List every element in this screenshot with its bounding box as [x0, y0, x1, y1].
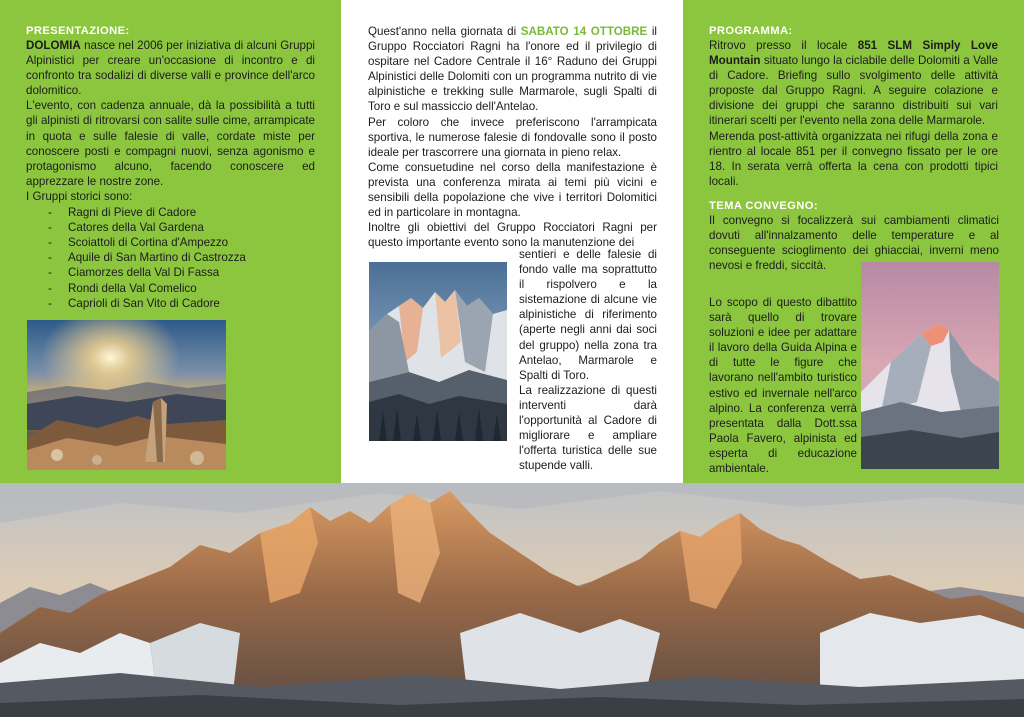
dolomia-brand: DOLOMIA [26, 39, 81, 52]
dolomites-panorama-photo [0, 483, 1024, 717]
event-date: SABATO 14 OTTOBRE [520, 25, 648, 38]
conference-paragraph: Come consuetudine nel corso della manifestazione è prevista una conferenza mirata ai temi più vicini e sensibili della popolazione che vive i territori Dolomitici ed in particolare in montagna. [368, 160, 657, 220]
objectives-wrap-text [519, 247, 657, 473]
venue-name: 851 SLM Simply Love Mountain [709, 39, 998, 68]
presentazione-heading: PRESENTAZIONE: [26, 25, 130, 37]
list-item: - Rondi della Val Comelico [48, 281, 197, 295]
list-item: - Catores della Val Gardena [48, 221, 204, 235]
scope-paragraph: Lo scopo di questo dibattito sarà quello di trovare soluzioni e idee per adattare il lavoro della Guida Alpina e di tutte le figure che lavorano nell'ambito turistico estivo ed invernale nell'arco alpino. La conferenza verrà presentata dalla Dott.ssa Paola Favero, alpinista ed esperta di educazione ambientale. [709, 296, 857, 476]
tema-convegno-heading: TEMA CONVEGNO: [709, 199, 818, 212]
groups-intro: I Gruppi storici sono: [26, 189, 133, 203]
list-item: - Ragni di Pieve di Cadore [48, 206, 197, 220]
programma-heading: PROGRAMMA: [709, 25, 793, 37]
maintenance-paragraph: sentieri e delle falesie di fondo valle ma soprattutto il rispolvero e la sistemazione di alcune vie alpinistiche di riferimento (aperte negli anni dai soci del gruppo) nella zona tra Antelao, Marmarole e Spalti di Toro. [519, 248, 657, 382]
event-paragraph: L'evento, con cadenza annuale, dà la possibilità a tutti gli alpinisti di ritrovarsi con salite sulle cime, arrampicate in quota e sulle falesie di valle, cordate miste per conoscere posti e compagni nuovi, senza agonismo e protagonismo alcuno, facendo conoscere ed apprezzare le nostre zone. [26, 99, 315, 188]
intro-paragraph: DOLOMIA nasce nel 2006 per iniziativa di alcuni Gruppi Alpinistici per creare un'occasione di incontro e di confronto tra sodalizi di diverse valli e province dell'arco dolomitico. [26, 39, 315, 98]
list-item: - Aquile di San Martino di Castrozza [48, 251, 246, 265]
programma-paragraph: Ritrovo presso il locale 851 SLM Simply Love Mountain situato lungo la ciclabile delle Dolomiti a Valle di Cadore. Briefing sullo svolgimento delle attività proposte dal Gruppo Ragni. A seguire colazione e divisione dei gruppi che saranno distribuiti sui vari itinerari scelti per l'evento nella zona delle Marmarole. [709, 39, 998, 128]
objectives-paragraph: Inoltre gli obiettivi del Gruppo Rocciatori Ragni per questo importante evento sono la manutenzione dei [368, 221, 657, 250]
sport-climbing-paragraph: Per coloro che invece preferiscono l'arrampicata sportiva, le numerose falesie di fondovalle sono il posto ideale per trascorrere una giornata in pieno relax. [368, 115, 657, 159]
list-item: - Caprioli di San Vito di Cadore [48, 296, 220, 310]
convegno-paragraph: Il convegno si focalizzerà sui cambiamenti climatici dovuti all'innalzamento delle temperature e al conseguente scioglimento dei ghiacciai, inverni meno nevosi e freddi, siccità. [709, 213, 999, 273]
afternoon-paragraph: Merenda post-attività organizzata nei rifugi della zona e rientro al locale 851 per il convegno fissato per le ore 18. In serata verrà offerta la cena con prodotti tipici locali. [709, 129, 998, 188]
sunset-summit-photo [27, 320, 226, 470]
groups-list [26, 205, 315, 311]
snowy-peak-photo [369, 262, 507, 441]
list-item: - Scoiattoli di Cortina d'Ampezzo [48, 236, 229, 250]
opportunity-paragraph: La realizzazione di questi interventi darà l'opportunità al Cadore di migliorare e ampliare l'offerta turistica delle sue stupende valli. [519, 383, 657, 473]
event-intro-paragraph: Quest'anno nella giornata di SABATO 14 OTTOBRE il Gruppo Rocciatori Ragni ha l'onore ed il privilegio di ospitare nel Cadore Centrale il 16° Raduno dei Gruppi Alpinistici delle Dolomiti con un programma nutrito di vie alpinistiche e trekking sulle Marmarole, sugli Spalti di Toro e sul massiccio dell'Antelao. [368, 25, 658, 114]
list-item: - Ciamorzes della Val Di Fassa [48, 266, 220, 280]
alpenglow-peak-photo [861, 262, 999, 469]
convegno-wrap-text [709, 295, 857, 476]
